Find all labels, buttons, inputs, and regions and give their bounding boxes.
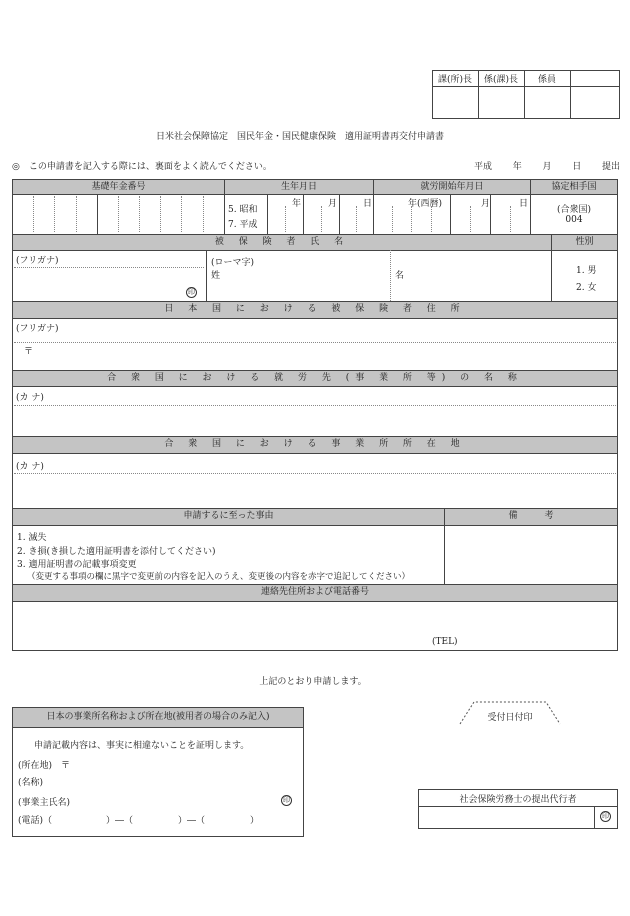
reason-item: 2. き損(き損した適用証明書を添付してください): [17, 547, 216, 557]
header-gender: 性別: [551, 234, 618, 251]
birth-month: 月: [328, 199, 338, 209]
work-day: 日: [519, 199, 529, 209]
employer-name-label: (名称): [18, 778, 44, 788]
header-work-start: 就労開始年月日: [373, 179, 531, 195]
instruction-note: ◎ この申請書を記入する際には、裏面をよく読んでください。: [12, 162, 272, 172]
day: 日: [572, 162, 582, 172]
employer-location-label: (所在地) 〒: [18, 761, 71, 771]
reason-item: 3. 適用証明書の記載事項変更: [17, 560, 137, 570]
header-remarks: 備 考: [444, 508, 618, 526]
work-year: 年(西暦): [408, 199, 443, 209]
seal-icon: 印: [283, 796, 290, 804]
declaration: 上記のとおり申請します。: [259, 677, 367, 687]
receipt-stamp-label: 受付日付印: [487, 713, 533, 723]
agent-header: 社会保険労務士の提出代行者: [459, 795, 577, 805]
header-partner: 協定相手国: [530, 179, 618, 195]
approval-header: 係(課)長: [483, 75, 519, 85]
reason-item: 1. 滅失: [17, 533, 47, 543]
given-name-label: 名: [395, 271, 405, 281]
form-title: 日米社会保障協定 国民年金・国民健康保険 適用証明書再交付申請書: [155, 132, 444, 142]
employer-phone-label: (電話)（ ）―（ ）―（ ）: [18, 816, 260, 826]
partner-code: 004: [565, 215, 583, 225]
gender-male[interactable]: 1. 男: [576, 266, 597, 276]
approval-header: 係員: [537, 75, 556, 85]
header-employer: 日本の事業所名称および所在地(被用者の場合のみ記入): [12, 707, 304, 728]
seal-icon: 印: [188, 288, 195, 296]
birth-day: 日: [363, 199, 373, 209]
birth-year: 年: [292, 199, 302, 209]
office-kana-label: (カ ナ): [16, 462, 44, 472]
reason-item: （変更する事項の欄に黒字で変更前の内容を記入のうえ、変更後の内容を赤字で追記してください）: [27, 572, 411, 582]
header-name: 被 保 険 者 氏 名: [12, 234, 552, 251]
tel-label: (TEL): [432, 637, 458, 647]
header-birth: 生年月日: [224, 179, 374, 195]
header-pension-no: 基礎年金番号: [12, 179, 225, 195]
header-contact: 連絡先住所および電話番号: [12, 584, 618, 602]
header-address-jp: 日 本 国 に お け る 被 保 険 者 住 所: [12, 301, 618, 319]
gender-female[interactable]: 2. 女: [576, 283, 597, 293]
address-furigana-label: (フリガナ): [16, 324, 59, 334]
submit-label: 提出: [601, 162, 620, 172]
year: 年: [512, 162, 522, 172]
furigana-label: (フリガナ): [16, 256, 59, 266]
employer-certify: 申請記載内容は、事実に相違ないことを証明します。: [34, 741, 250, 751]
submit-date: [474, 159, 620, 172]
era-heisei: 7. 平成: [228, 220, 258, 230]
postal-mark: 〒: [24, 347, 34, 357]
surname-label: 姓: [211, 271, 221, 281]
approval-header: 課(所)長: [437, 75, 473, 85]
employer-owner-label: (事業主氏名): [18, 798, 71, 808]
header-office-us: 合 衆 国 に お け る 事 業 所 所 在 地: [12, 436, 618, 454]
header-reason: 申請するに至った事由: [12, 508, 445, 526]
era: 平成: [474, 162, 493, 172]
header-work-us: 合 衆 国 に お け る 就 労 先 (事 業 所 等) の 名 称: [12, 370, 618, 387]
work-kana-label: (カ ナ): [16, 393, 44, 403]
work-month: 月: [481, 199, 491, 209]
month: 月: [542, 162, 552, 172]
partner-country: (合衆国): [556, 205, 592, 215]
romaji-label: (ローマ字): [211, 258, 255, 268]
era-showa: 5. 昭和: [228, 205, 258, 215]
seal-icon: 印: [602, 812, 609, 820]
